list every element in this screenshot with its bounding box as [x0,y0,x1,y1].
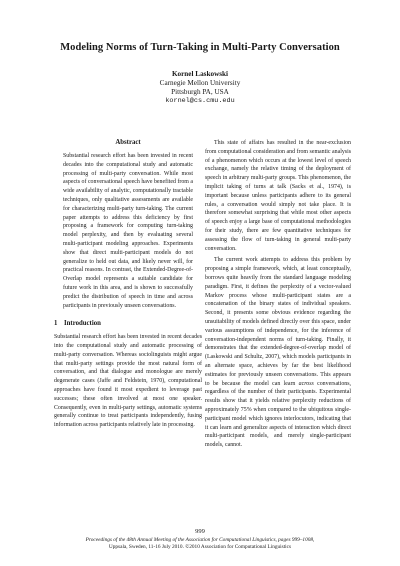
section-number: 1 [54,320,58,328]
para2-emphasis: across [298,380,314,387]
author-email: kornel@cs.cmu.edu [165,97,235,105]
body-paragraph: This state of affairs has resulted in the near-exclusion from computational consideration and from semantic analysis of a phenomenon which occurs at the lowest level of speech exchange, namely the relative timing of the deployment of speech in arbitrary multi-party groups. This phenomenon, the implicit taking of turns at talk (Sacks et al., 1974), is important because unless participants adhere to its general rules, a conversation would simply not take place. It is therefore somewhat surprising that while most other aspects of speech enjoy a large base of computational methodologies for their study, there are few quantitative techniques for assessing the flow of turn-taking in general multi-party conversation. [205,140,351,252]
left-column [54,139,202,430]
author-location: Pittsburgh PA, USA [171,88,229,96]
author-block [0,70,400,106]
introduction-heading [54,320,202,329]
page-number: 999 [195,528,205,535]
para2-part-b: conversations, regardless of the number of their participants. Experimental results show that it yields relative perplexity reductions of approximately 75% when compared to the ubiquitous single-participant model which ignores interlocutors, indicating that it can learn and generalize aspects of interaction which direct multi-participant models, and merely single-participant models, cannot. [205,380,351,449]
paper-title: Modeling Norms of Turn-Taking in Multi-Party Conversation [60,42,340,53]
body-paragraph-2 [205,256,351,450]
introduction-paragraph: Substantial research effort has been invested in recent decades into the computational study and automatic processing of multi-party conversation. Whereas sociolinguists might argue that multi-party settings provide the most natural form of conversation, and that dialogue and monologue are merely degenerate cases (Jaffe and Feldstein, 1970), computational approaches have found it most expedient to leverage past successes; these often involved at most one speaker. Consequently, even in multi-party settings, automatic systems generally continue to treat participants independently, fusing information across participants relatively late in processing. [54,334,202,429]
proceedings-footer [0,537,400,551]
author-name: Kornel Laskowski [171,70,229,78]
right-column [205,139,351,450]
footer-line-1: Proceedings of the 48th Annual Meeting of the Association for Computational Linguistics, pages 999–1008, [85,537,315,543]
author-affiliation: Carnegie Mellon University [159,79,241,87]
abstract-text: Substantial research effort has been invested in recent decades into the computational study and automatic processing of multi-party conversation. While most aspects of conversational speech have benefited from a wide availability of analytic, computationally tractable techniques, only qualitative assessments are available for characterizing multi-party turn-taking. The current paper attempts to address this deficiency by first proposing a framework for computing turn-taking model perplexity, and then by evaluating several multi-participant modeling approaches. Experiments show that direct multi-participant models do not generalize to held out data, and likely never will, for practical reasons. In contrast, the Extended-Degree-of-Overlap model represents a suitable candidate for future work in this area, and is shown to successfully predict the distribution of speech in time and across participants in previously unseen conversations. [63,153,193,309]
para2-part-a: The current work attempts to address this problem by proposing a simple framework, which, at least conceptually, borrows quite heavily from the standard language modeling paradigm. First, it defines the perplexity of a vector-valued Markov process whose multi-participant states are a concatenation of the binary states of individual speakers. Second, it presents some obvious evidence regarding the unsuitability of models defined directly over this space, under various assumptions of independence, for the inference of conversation-independent norms of turn-taking. Finally, it demonstrates that the extended-degree-of-overlap model of (Laskowski and Schultz, 2007), which models participants in an alternate space, achieves by far the best likelihood estimates for previously unseen conversations. This appears to be because the model can learn [205,257,351,387]
abstract-heading: Abstract [115,139,141,146]
section-title: Introduction [64,320,101,328]
footer-line-2: Uppsala, Sweden, 11-16 July 2010. ©2010 Association for Computational Linguistics [108,544,292,550]
